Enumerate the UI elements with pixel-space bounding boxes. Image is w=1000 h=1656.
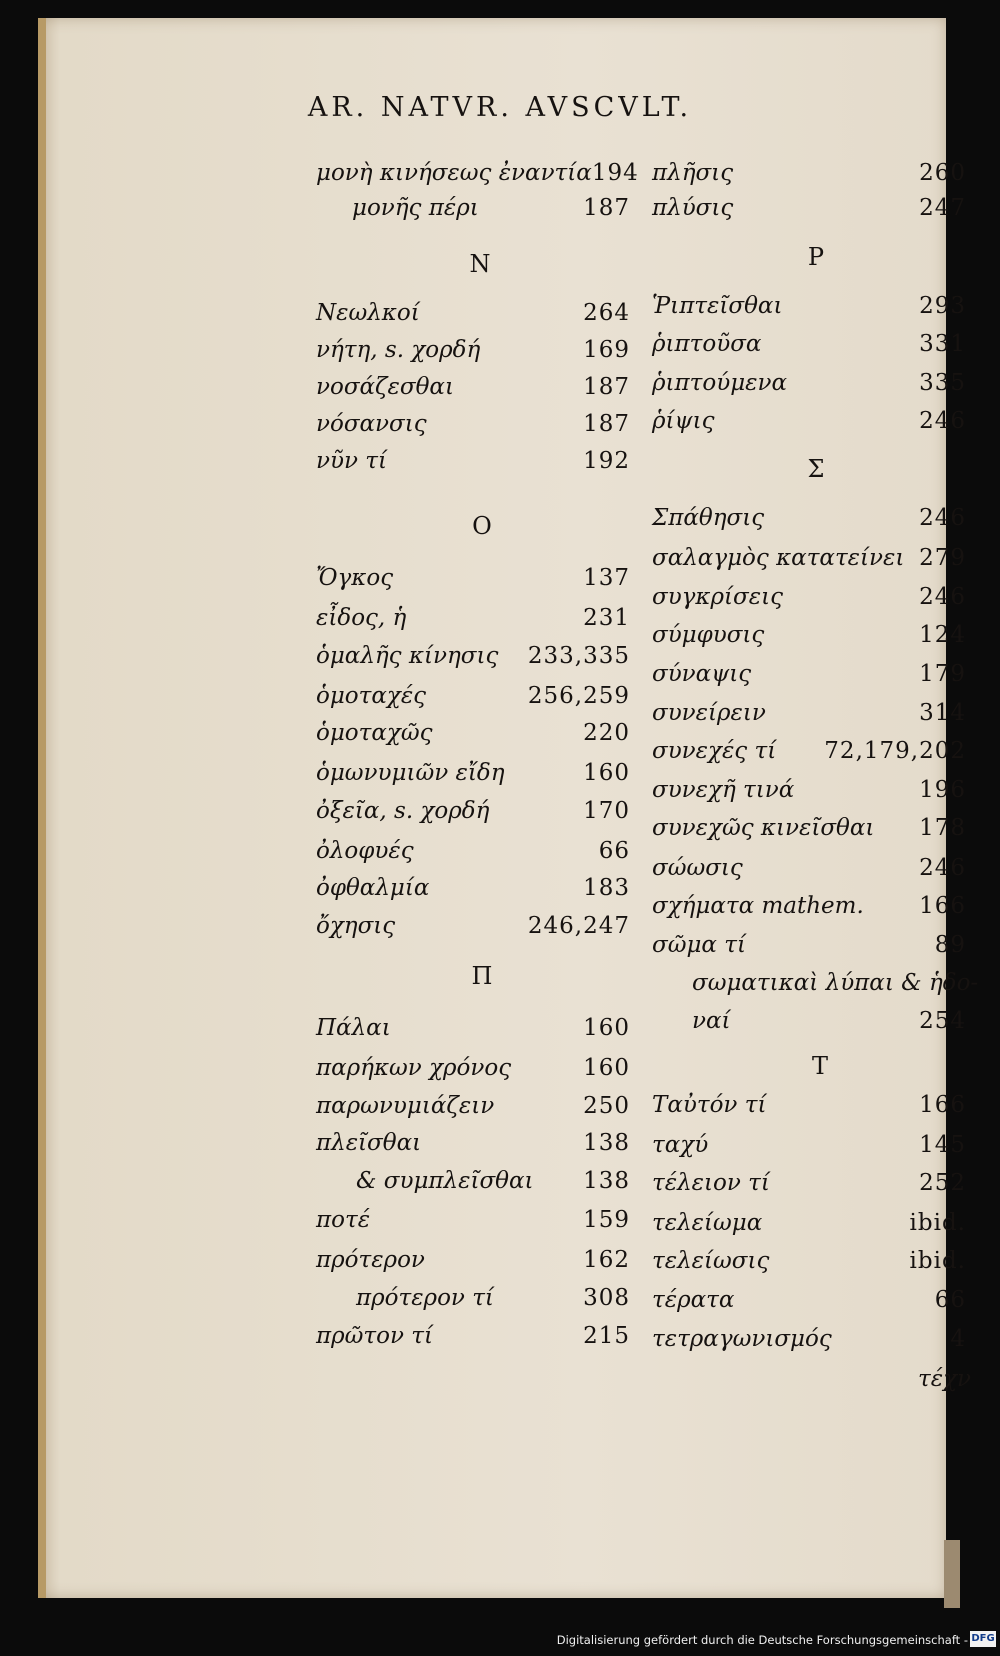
index-entry — [652, 293, 966, 329]
entry-term: Νεωλκοί — [316, 300, 420, 326]
section-letter: Π — [471, 962, 493, 990]
entry-page-number: 192 — [583, 448, 630, 474]
entry-page-number: 166 — [919, 1092, 966, 1118]
entry-page-number: 246 — [919, 855, 966, 881]
entry-page-number: 137 — [583, 565, 630, 591]
entry-term: σχήματα mathem. — [652, 893, 864, 919]
entry-term: συνεχές τί — [652, 738, 777, 764]
entry-term: πλεῖσθαι — [316, 1130, 422, 1156]
index-entry — [652, 1287, 966, 1323]
entry-term: νῦν τί — [316, 448, 387, 474]
entry-term: σώωσις — [652, 855, 743, 881]
entry-page-number: 187 — [583, 195, 630, 221]
entry-page-number: 170 — [583, 798, 630, 824]
index-entry — [652, 893, 966, 929]
index-entry — [316, 1130, 630, 1166]
entry-term: σαλαγμὸς κατατείνει — [652, 545, 905, 571]
index-entry — [652, 1210, 966, 1246]
entry-term: Σπάθησις — [652, 505, 765, 531]
entry-page-number: 178 — [919, 815, 966, 841]
entry-page-number: 331 — [919, 331, 966, 357]
entry-term: τελείωμα — [652, 1210, 763, 1236]
entry-term: εἶδος, ἡ — [316, 605, 407, 631]
index-entry — [652, 545, 966, 581]
entry-page-number: 179 — [919, 661, 966, 687]
index-entry — [652, 700, 966, 736]
entry-term: ὄχησις — [316, 913, 396, 939]
entry-term: ταχύ — [652, 1132, 709, 1158]
entry-page-number: 187 — [583, 374, 630, 400]
index-entry — [316, 300, 630, 336]
entry-term: παρήκων χρόνος — [316, 1055, 512, 1081]
entry-term: νοσάζεσθαι — [316, 374, 454, 400]
entry-term: συνείρειν — [652, 700, 766, 726]
entry-page-number: 233,335 — [527, 643, 630, 669]
index-entry — [652, 331, 966, 367]
index-entry — [652, 195, 966, 231]
index-entry — [316, 448, 630, 484]
entry-page-number: 72,179,202 — [824, 738, 966, 764]
entry-page-number: 231 — [583, 605, 630, 631]
entry-page-number: 166 — [919, 893, 966, 919]
entry-page-number: 162 — [583, 1247, 630, 1273]
entry-page-number: 160 — [583, 1015, 630, 1041]
entry-page-number: 293 — [919, 293, 966, 319]
index-entry — [316, 720, 630, 756]
entry-page-number: 138 — [583, 1168, 630, 1194]
entry-term: ὀξεῖα, s. χορδή — [316, 798, 490, 824]
entry-page-number: 335 — [919, 370, 966, 396]
entry-term: ὀλοφυές — [316, 838, 414, 864]
entry-term: πρῶτον τί — [316, 1323, 433, 1349]
page-edge-right — [944, 1540, 960, 1608]
footer-bar — [0, 1627, 1000, 1656]
entry-term: Ταὐτόν τί — [652, 1092, 767, 1118]
entry-term: ὁμοταχῶς — [316, 720, 433, 746]
index-entry — [316, 195, 630, 231]
entry-page-number: 183 — [583, 875, 630, 901]
index-entry — [652, 932, 966, 968]
entry-term: ὁμωνυμιῶν εἴδη — [316, 760, 505, 786]
index-entry — [652, 408, 966, 444]
index-entry — [652, 1326, 966, 1362]
entry-term: σωματικαὶ λύπαι & ἡδο- — [692, 970, 979, 996]
index-entry — [652, 1092, 966, 1128]
entry-page-number: 187 — [583, 411, 630, 437]
index-entry — [652, 1008, 966, 1044]
section-letter: T — [811, 1052, 828, 1080]
entry-page-number: 246,247 — [527, 913, 630, 939]
entry-term: τελείωσις — [652, 1248, 770, 1274]
index-entry — [316, 913, 630, 949]
entry-term: σύναψις — [652, 661, 752, 687]
index-entry — [652, 970, 979, 1006]
entry-page-number: 314 — [919, 700, 966, 726]
entry-term: πλῆσις — [652, 160, 734, 186]
entry-term: σύμφυσις — [652, 622, 765, 648]
entry-page-number: 66 — [934, 1287, 966, 1313]
entry-page-number: 256,259 — [527, 683, 630, 709]
entry-term: ὁμαλῆς κίνησις — [316, 643, 499, 669]
entry-term: μονῆς πέρι — [352, 195, 479, 221]
entry-page-number: 246 — [919, 584, 966, 610]
entry-page-number: 159 — [583, 1207, 630, 1233]
entry-term: συγκρίσεις — [652, 584, 783, 610]
entry-page-number: 252 — [919, 1170, 966, 1196]
page-edge — [38, 18, 46, 1598]
index-entry — [316, 1247, 630, 1283]
index-entry — [316, 1207, 630, 1243]
index-entry — [316, 1055, 630, 1091]
entry-page-number: ibid. — [909, 1210, 966, 1236]
index-entry — [316, 683, 630, 719]
index-entry — [316, 565, 630, 601]
entry-term: συνεχῶς κινεῖσθαι — [652, 815, 875, 841]
entry-page-number: 145 — [919, 1132, 966, 1158]
entry-term: νόσανσις — [316, 411, 427, 437]
index-entry — [316, 838, 630, 874]
index-entry — [316, 1285, 630, 1321]
index-entry — [652, 1170, 966, 1206]
index-entry — [316, 643, 630, 679]
index-entry — [652, 1248, 966, 1284]
entry-term: & συμπλεῖσθαι — [356, 1168, 534, 1194]
section-letter: P — [807, 243, 825, 271]
index-entry — [316, 411, 630, 447]
entry-term: πλύσις — [652, 195, 734, 221]
index-entry — [316, 1093, 630, 1129]
entry-term: ὀφθαλμία — [316, 875, 430, 901]
index-entry — [652, 1132, 966, 1168]
entry-page-number: 279 — [919, 545, 966, 571]
entry-term: πρότερον τί — [356, 1285, 494, 1311]
dfg-logo-icon: DFG — [970, 1631, 996, 1647]
entry-term: Πάλαι — [316, 1015, 391, 1041]
entry-page-number: 4 — [950, 1326, 966, 1352]
entry-term: συνεχῆ τινά — [652, 777, 795, 803]
entry-page-number: 160 — [583, 1055, 630, 1081]
entry-page-number: 254 — [919, 1008, 966, 1034]
index-entry — [316, 1168, 630, 1204]
entry-term: ῥίψις — [652, 408, 715, 434]
entry-page-number: 194 — [591, 160, 639, 186]
index-entry — [652, 160, 966, 196]
entry-term: πρότερον — [316, 1247, 425, 1273]
entry-term: ῥιπτούμενα — [652, 370, 788, 396]
entry-page-number: 246 — [919, 505, 966, 531]
index-entry — [652, 370, 966, 406]
entry-page-number: 250 — [583, 1093, 630, 1119]
index-entry — [652, 584, 966, 620]
entry-page-number: 264 — [583, 300, 630, 326]
entry-term: Ὄγκος — [316, 565, 394, 591]
index-entry — [316, 160, 639, 196]
entry-term: ὁμοταχές — [316, 683, 427, 709]
index-entry — [652, 815, 966, 851]
entry-term: τετραγωνισμός — [652, 1326, 832, 1352]
catchword: τέχν — [918, 1366, 971, 1392]
entry-term: τέλειον τί — [652, 1170, 770, 1196]
index-entry — [316, 760, 630, 796]
entry-page-number: 89 — [934, 932, 966, 958]
entry-term: νήτη, s. χορδή — [316, 337, 481, 363]
index-entry — [652, 661, 966, 697]
index-entry — [652, 777, 966, 813]
entry-term: σῶμα τί — [652, 932, 746, 958]
entry-page-number: 66 — [598, 838, 630, 864]
entry-page-number: 246 — [919, 408, 966, 434]
entry-page-number: 220 — [583, 720, 630, 746]
index-entry — [316, 605, 630, 641]
entry-page-number: 196 — [919, 777, 966, 803]
index-entry — [652, 622, 966, 658]
section-letter: Σ — [807, 455, 825, 483]
entry-term: ῥιπτοῦσα — [652, 331, 762, 357]
index-entry — [652, 738, 966, 774]
entry-page-number: 308 — [583, 1285, 630, 1311]
entry-page-number: 124 — [919, 622, 966, 648]
index-entry — [316, 374, 630, 410]
running-head: AR. NATVR. AVSCVLT. — [307, 92, 693, 123]
entry-page-number: 138 — [583, 1130, 630, 1156]
entry-page-number: 169 — [583, 337, 630, 363]
entry-term: παρωνυμιάζειν — [316, 1093, 495, 1119]
index-entry — [652, 855, 966, 891]
footer-credit: Digitalisierung gefördert durch die Deutsche Forschungsgemeinschaft - — [556, 1633, 968, 1647]
index-entry — [316, 875, 630, 911]
entry-term: τέρατα — [652, 1287, 735, 1313]
entry-page-number: 247 — [919, 195, 966, 221]
entry-page-number: 160 — [583, 760, 630, 786]
entry-page-number: 215 — [583, 1323, 630, 1349]
section-letter: O — [472, 512, 492, 540]
entry-page-number: ibid. — [909, 1248, 966, 1274]
entry-term: ναί — [692, 1008, 731, 1034]
index-entry — [316, 798, 630, 834]
entry-term: μονὴ κινήσεως ἐναντία — [316, 160, 592, 186]
entry-term: Ῥιπτεῖσθαι — [652, 293, 783, 319]
index-entry — [652, 505, 966, 541]
entry-page-number: 260 — [919, 160, 966, 186]
index-entry — [316, 337, 630, 373]
section-letter: N — [469, 250, 491, 278]
entry-term: ποτέ — [316, 1207, 371, 1233]
index-entry — [316, 1015, 630, 1051]
index-entry — [316, 1323, 630, 1359]
